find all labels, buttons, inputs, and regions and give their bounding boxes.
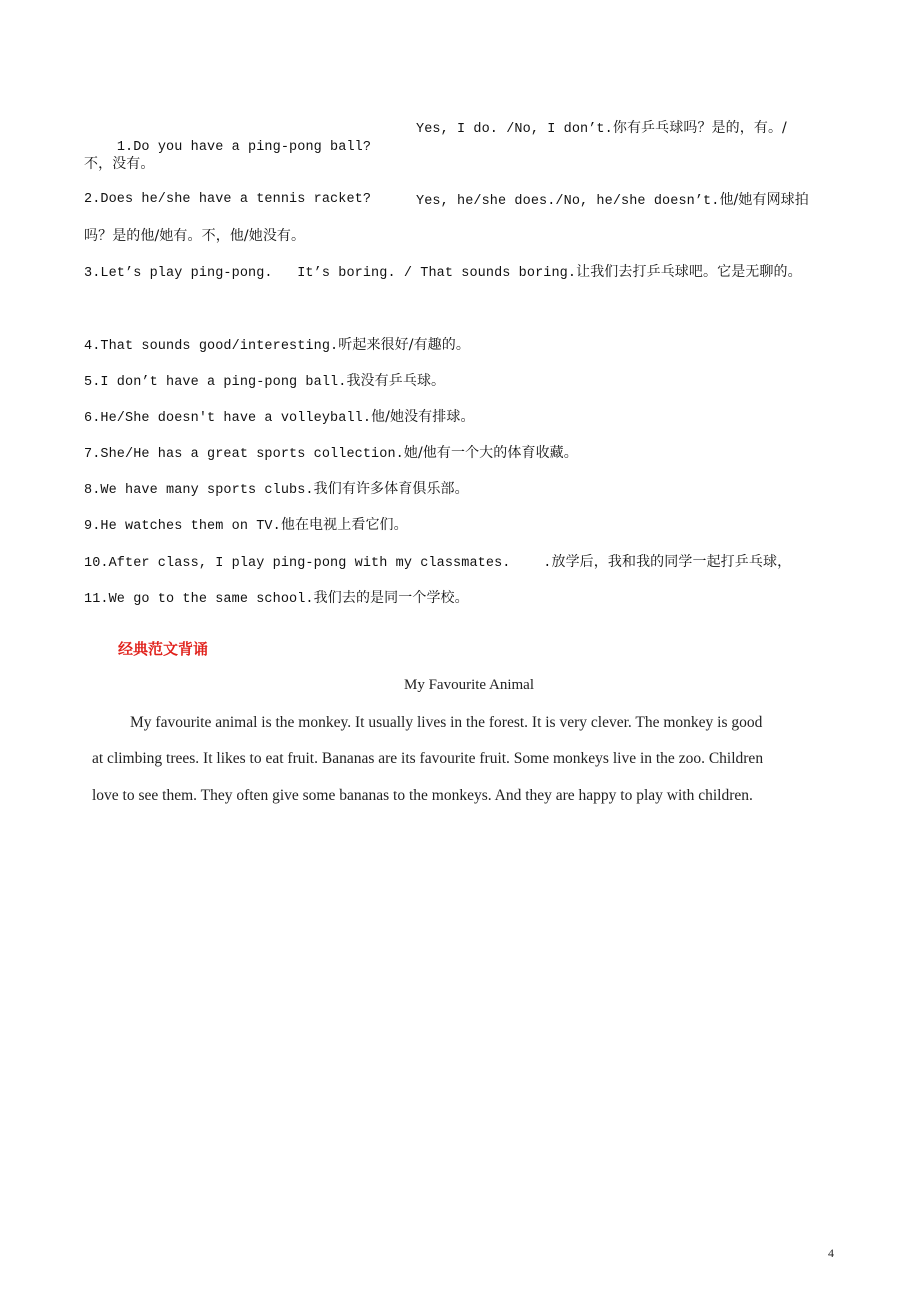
sentence-8-translation: 我们有许多体育俱乐部。	[313, 481, 469, 497]
sentence-7-translation: 她/他有一个大的体育收藏。	[403, 445, 578, 461]
sentence-8	[84, 479, 469, 501]
sentence-6-text: 6.He/She doesn't have a volleyball.	[84, 411, 372, 426]
sentence-10-translation: 放学后，我和我的同学一起打乒乓球，	[551, 554, 792, 570]
sentence-2-translation: 他/她有网球拍	[719, 192, 809, 208]
sentence-1-answer: Yes, I do. /No, I don’t.	[416, 122, 613, 137]
sentence-10	[84, 552, 791, 574]
sentence-3-text: 3.Let’s play ping-pong. It’s boring. / That sounds boring.	[84, 266, 577, 281]
page-number: 4	[828, 1246, 834, 1260]
sentence-5-translation: 我没有乒乓球。	[346, 373, 446, 389]
sentence-11-text: 11.We go to the same school.	[84, 592, 314, 607]
sentence-3	[84, 262, 802, 284]
sentence-9-text: 9.He watches them on TV.	[84, 519, 281, 534]
essay-line-1: My favourite animal is the monkey. It usually lives in the forest. It is very clever. The monkey is good	[130, 714, 763, 731]
sentence-7	[84, 443, 578, 465]
sentence-6-translation: 他/她没有排球。	[371, 409, 475, 425]
sentence-11-translation: 我们去的是同一个学校。	[313, 590, 469, 606]
sentence-2-question: 2.Does he/she have a tennis racket?	[84, 192, 372, 207]
sentence-1-translation-cont: 不，没有。	[84, 156, 155, 172]
sentence-8-text: 8.We have many sports clubs.	[84, 483, 314, 498]
sentence-4-text: 4.That sounds good/interesting.	[84, 339, 339, 354]
sentence-2	[84, 190, 371, 210]
sentence-9	[84, 515, 408, 537]
sentence-2-answer: Yes, he/she does./No, he/she doesn’t.	[416, 194, 720, 209]
sentence-4	[84, 335, 470, 357]
sentence-1-question: 1.Do you have a ping-pong ball?	[116, 140, 372, 155]
sentence-9-translation: 他在电视上看它们。	[280, 517, 408, 533]
section-heading: 经典范文背诵	[118, 640, 209, 658]
sentence-1-cont	[84, 154, 155, 176]
sentence-1-answer-line	[416, 118, 787, 140]
sentence-5-text: 5.I don’t have a ping-pong ball.	[84, 375, 347, 390]
sentence-1-translation: 你有乒乓球吗？是的，有。/	[612, 120, 787, 136]
sentence-2-cont	[84, 226, 305, 248]
sentence-5	[84, 371, 445, 393]
sentence-11	[84, 588, 469, 610]
sentence-2-translation-cont: 吗？是的他/她有。不，他/她没有。	[84, 228, 306, 244]
sentence-10-text: 10.After class, I play ping-pong with my classmates. .	[84, 556, 552, 571]
essay-line-2: at climbing trees. It likes to eat fruit. Bananas are its favourite fruit. Some monkeys live in the zoo. Children	[92, 750, 764, 767]
essay-line-3: love to see them. They often give some bananas to the monkeys. And they are happy to play with children.	[92, 787, 753, 804]
sentence-6	[84, 407, 475, 429]
essay-title: My Favourite Animal	[404, 677, 534, 693]
sentence-4-translation: 听起来很好/有趣的。	[338, 337, 470, 353]
sentence-7-text: 7.She/He has a great sports collection.	[84, 447, 404, 462]
sentence-3-translation: 让我们去打乒乓球吧。它是无聊的。	[576, 264, 802, 280]
sentence-2-answer-line	[416, 190, 809, 212]
